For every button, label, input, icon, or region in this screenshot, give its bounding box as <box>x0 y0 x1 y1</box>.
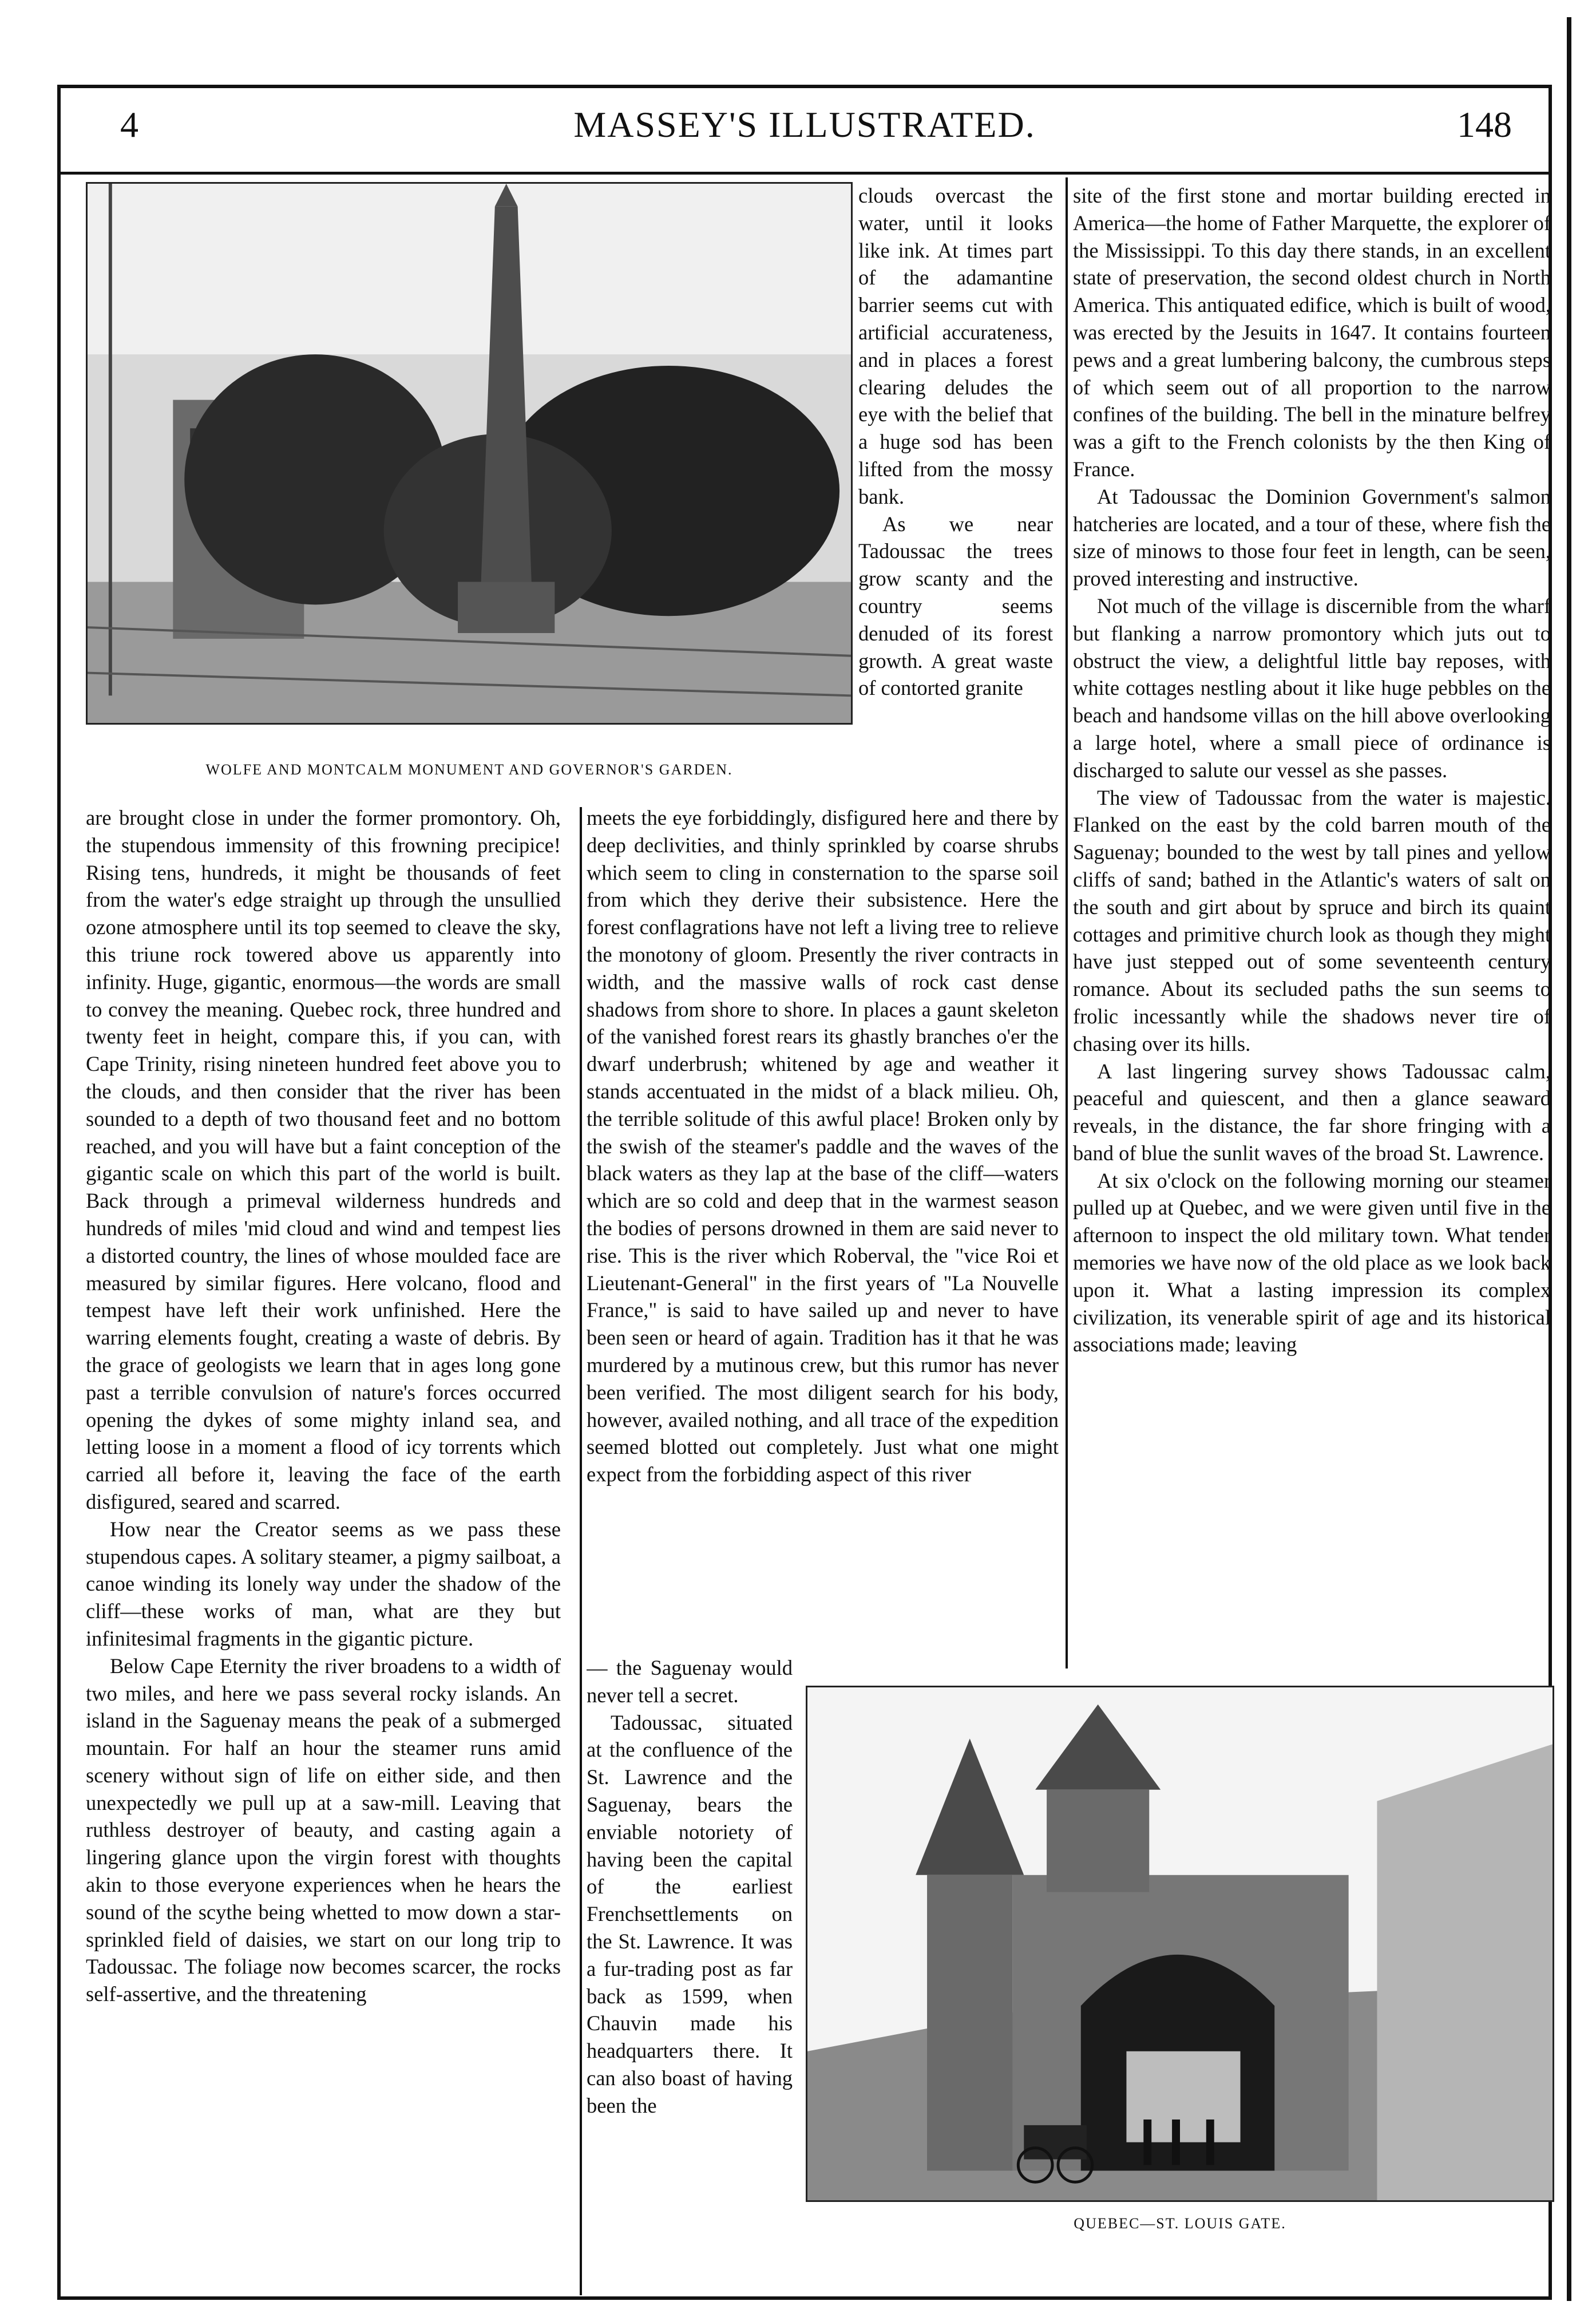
col3-paragraph: At six o'clock on the following morning our steamer pulled up at Quebec, and we were given until five in the afternoon to inspect the old military town. What tender memories we have now of the old place as we look back upon it. What a lasting impression its complex civilization, its venerable spirit of age and its historical associations made; leaving <box>1073 1168 1551 1357</box>
header-rule <box>57 172 1552 175</box>
column-2-top-paragraph: clouds overcast the water, until it looks like ink. At times part of the adamantine barrier seems cut with artificial accurateness, and in places a forest clearing deludes the eye with the belief that a huge sod has been lifted from the mossy bank. <box>858 184 1053 508</box>
column-rule-2 <box>1066 177 1068 1668</box>
masthead-title: MASSEY'S ILLUSTRATED. <box>573 104 1036 145</box>
column-rule-1 <box>580 807 582 2295</box>
gate-caption: QUEBEC—ST. LOUIS GATE. <box>1074 2215 1286 2232</box>
col3-paragraph: The view of Tadoussac from the water is majestic. Flanked on the east by the cold barren mouth of the Saguenay; bounded to the west by tall pines and yellow cliffs of sand; bathed in the Atlantic's waters of salt on the south and girt about by spruce and birch its quaint cottages and primitive church look as though they might have just stepped out of some seventeenth century romance. About its secluded paths the sun seems to frolic incessantly while the shadows never tire of chasing over its hills. <box>1073 785 1551 1055</box>
col3-paragraph: At Tadoussac the Dominion Government's salmon hatcheries are located, and a tour of these, where fish the size of minows to those four feet in length, can be seen, proved interesting and instructive. <box>1073 484 1551 591</box>
column-2-bottom-text <box>587 1654 793 2204</box>
monument-caption: WOLFE AND MONTCALM MONUMENT AND GOVERNOR'S GARDEN. <box>205 761 733 778</box>
monument-photo <box>86 182 853 725</box>
column-1-text <box>86 804 561 2204</box>
col2-paragraph: meets the eye forbiddingly, disfigured here and there by deep declivities, and thinly sprinkled by coarse shrubs which seem to cling in consternation to the sparse soil from which they derive their subsistence. Here the forest conflagrations have not left a living tree to relieve the monotony of gloom. Presently the river contracts in width, and the massive walls of rock cast dense shadows from shore to shore. In places a gaunt skeleton of the vanished forest rears its ghastly branches o'er the dwarf underbrush; whitened by age and weather it stands accentuated in the midst of a black milieu. Oh, the terrible solitude of this awful place! Broken only by the swish of the steamer's paddle and the waves of the black waters as they lap at the base of the cliff—waters which are so cold and deep that in the warmest season the bodies of persons drowned in them are said never to rise. This is the river which Roberval, the "vice Roi et Lieutenant-General" in the first years of "La Nouvelle France," is said to have sailed up and never to have been seen or heard of again. Tradition has it that he was murdered by a mutinous crew, but this rumor has never been verified. The most diligent search for his body, however, availed nothing, and all trace of the expedition seemed blotted out completely. Just what one might expect from the forbidding aspect of this river <box>587 806 1059 1486</box>
col1-paragraph: How near the Creator seems as we pass these stupendous capes. A solitary steamer, a pigmy sailboat, a canoe winding its lonely way under the shadow of the cliff—these works of man, what are they but infinitesimal fragments in the gigantic picture. <box>86 1517 561 1650</box>
column-2-tadoussac-paragraph: As we near Tadoussac the trees grow scanty and the country seems denuded of its forest growth. A great waste of contorted granite <box>858 512 1053 700</box>
column-2-top-text <box>858 182 1053 807</box>
right-edge-rule <box>1567 17 1571 2301</box>
col2-paragraph: — the Saguenay would never tell a secret. <box>587 1656 793 1707</box>
col3-paragraph: Not much of the village is discernible from the wharf but flanking a narrow promontory which juts out to obstruct the view, a delightful little bay reposes, with white cottages nestling about it like huge pebbles on the beach and handsome villas on the hill above overlooking a large hotel, where a small piece of ordinance is discharged to salute our vessel as she passes. <box>1073 594 1551 782</box>
col2-paragraph: Tadoussac, situated at the confluence of the St. Lawrence and the Saguenay, bears the enviable notoriety of having been the capital of the earliest Frenchsettlements on the St. Lawrence. It was a fur-trading post as far back as 1599, when Chauvin made his headquarters there. It can also boast of having been the <box>587 1710 793 2117</box>
col3-paragraph: A last lingering survey shows Tadoussac calm, peaceful and quiescent, and then a glance seaward reveals, in the distance, the far shore fringing with a band of blue the sunlit waves of the broad St. Lawrence. <box>1073 1059 1551 1165</box>
page-header <box>57 92 1552 172</box>
col1-paragraph: Below Cape Eternity the river broadens to a width of two miles, and here we pass several rocky islands. An island in the Saguenay means the peak of a submerged mountain. For half an hour the steamer runs amid scenery without sign of life on either side, and then unexpectedly we pull up at a saw-mill. Leaving that ruthless destroyer of beauty, and casting again a lingering glance upon the virgin forest with thoughts akin to those everyone experiences when he hears the sound of the scythe being whetted to mow down a star-sprinkled field of daisies, we start on our long trip to Tadoussac. The foliage now becomes scarcer, the rocks self-assertive, and the threatening <box>86 1654 561 2006</box>
column-3-text <box>1073 182 1551 1664</box>
col1-paragraph: are brought close in under the former promontory. Oh, the stupendous immensity of this frowning precipice! Rising tens, hundreds, it might be thousands of feet from the water's edge straight up through the unsullied ozone atmosphere until its top seemed to cleave the sky, this triune rock towered above us apparently into infinity. Huge, gigantic, enormous—the words are small to convey the meaning. Quebec rock, three hundred and twenty feet in height, compare this, if you can, with Cape Trinity, rising nineteen hundred feet above you to the clouds, and then consider that the river has been sounded to a depth of two thousand feet and no bottom reached, and you will have but a faint conception of the gigantic scale on which this part of the world is built. Back through a primeval wilderness hundreds and hundreds of miles 'mid cloud and wind and tempest lies a distorted country, the lines of whose moulded face are measured by similar figures. Here volcano, flood and tempest have left their work unfinished. Here the warring elements fought, creating a waste of debris. By the grace of geologists we learn that in ages long gone past a terrible convulsion of nature's forces occurred opening the dykes of some mighty inland sea, and letting loose in a moment a flood of icy torrents which carried all before it, leaving the face of the earth disfigured, seared and scarred. <box>86 806 561 1513</box>
st-louis-gate-photo <box>806 1686 1554 2202</box>
page-number-left: 4 <box>120 104 138 145</box>
page-number-right: 148 <box>1457 104 1512 145</box>
col3-paragraph: site of the first stone and mortar building erected in America—the home of Father Marquette, the explorer of the Mississippi. To this day there stands, in an excellent state of preservation, the second oldest church in North America. This antiquated edifice, which is built of wood, was erected by the Jesuits in 1647. It contains fourteen pews and a great lumbering balcony, the cumbrous steps of which seem out of all proportion to the narrow confines of the building. The bell in the minature belfrey was a gift to the French colonists by the then King of France. <box>1073 184 1551 481</box>
column-2-middle-text <box>587 804 1059 1654</box>
